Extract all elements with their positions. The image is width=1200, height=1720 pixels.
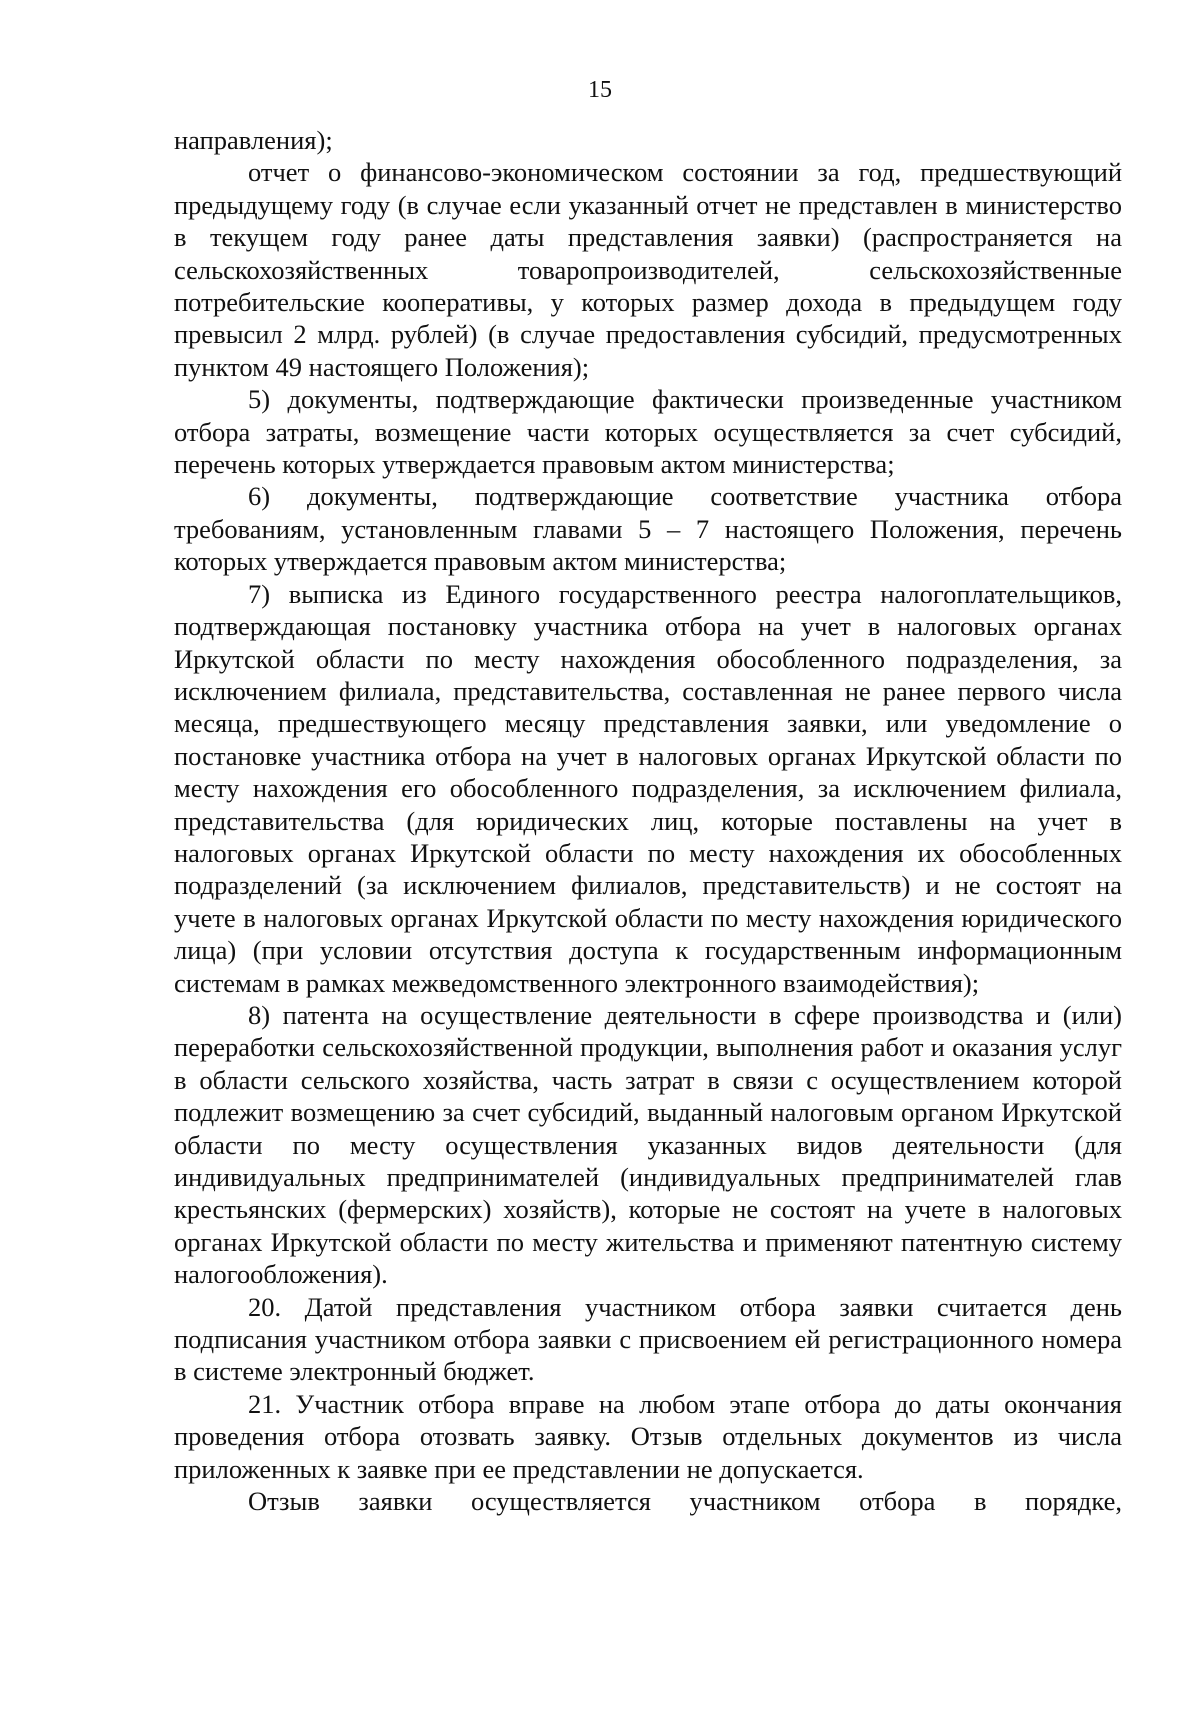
paragraph-clause-20: 20. Датой представления участником отбора заявки считается день подписания участником отбора заявки с присвоением ей регистрационного номера в системе электронный бюджет. <box>174 1291 1122 1387</box>
paragraph-continuation: направления); <box>174 125 333 155</box>
paragraph-withdrawal: Отзыв заявки осуществляется участником отбора в порядке, <box>248 1486 1122 1517</box>
document-body <box>174 124 1122 1517</box>
paragraph-item-6: 6) документы, подтверждающие соответствие участника отбора требованиям, установленным главами 5 – 7 настоящего Положения, перечень которых утверждается правовым актом министерства; <box>174 481 1122 577</box>
paragraph-item-7: 7) выписка из Единого государственного реестра налогоплательщиков, подтверждающая постановку участника отбора на учет в налоговых органах Иркутской области по месту нахождения обособленного подразделения, за исключением филиала, представительства, составленная не ранее первого числа месяца, предшествующего месяцу представления заявки, или уведомление о постановке участника отбора на учет в налоговых органах Иркутской области по месту нахождения его обособленного подразделения, за исключением филиала, представительства (для юридических лиц, которые поставлены на учет в налоговых органах Иркутской области по месту нахождения их обособленных подразделений (за исключением филиалов, представительств) и не состоят на учете в налоговых органах Иркутской области по месту нахождения юридического лица) (при условии отсутствия доступа к государственным информационным системам в рамках межведомственного электронного взаимодействия); <box>174 578 1122 998</box>
paragraph-item-8: 8) патента на осуществление деятельности в сфере производства и (или) переработки сельскохозяйственной продукции, выполнения работ и оказания услуг в области сельского хозяйства, часть затрат в связи с осуществлением которой подлежит возмещению за счет субсидий, выданный налоговым органом Иркутской области по месту осуществления указанных видов деятельности (для индивидуальных предпринимателей (индивидуальных предпринимателей глав крестьянских (фермерских) хозяйств), которые не состоят на учете в налоговых органах Иркутской области по месту жительства и применяют патентную систему налогообложения). <box>174 999 1122 1290</box>
page-number: 15 <box>588 77 612 103</box>
paragraph-clause-21: 21. Участник отбора вправе на любом этапе отбора до даты окончания проведения отбора отозвать заявку. Отзыв отдельных документов из числа приложенных к заявке при ее представлении не допускается. <box>174 1388 1122 1484</box>
paragraph-item-5: 5) документы, подтверждающие фактически произведенные участником отбора затраты, возмещение части которых осуществляется за счет субсидий, перечень которых утверждается правовым актом министерства; <box>174 384 1122 480</box>
paragraph-financial-report: отчет о финансово-экономическом состоянии за год, предшествующий предыдущему году (в случае если указанный отчет не представлен в министерство в текущем году ранее даты представления заявки) (распространяется на сельскохозяйственных товаропроизводителей, сельскохозяйственные потребительские кооперативы, у которых размер дохода в предыдущем году превысил 2 млрд. рублей) (в случае предоставления субсидий, предусмотренных пунктом 49 настоящего Положения); <box>174 157 1122 382</box>
